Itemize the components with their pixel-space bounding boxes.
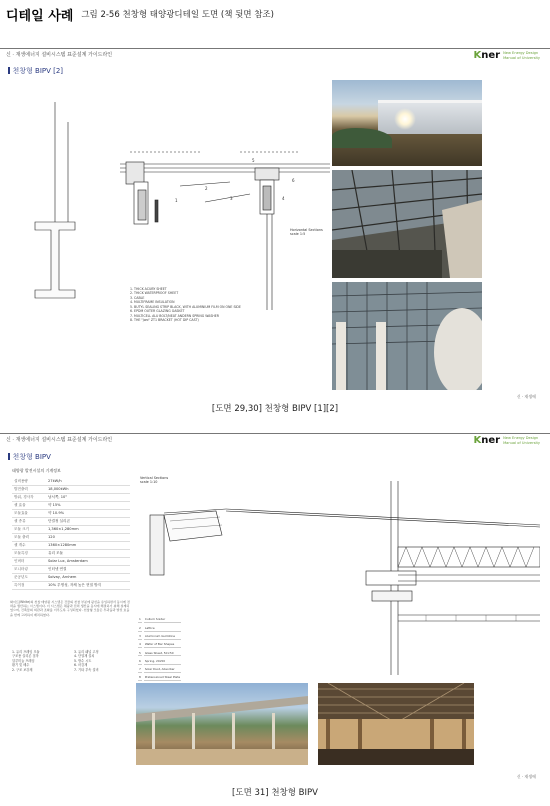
table-cell: Solar Dust, Absorber [144, 667, 181, 673]
bottom-section-label: 신 · 재생에너지 설비시스템 표준설계 가이드라인 [6, 437, 113, 443]
table-row [138, 675, 181, 681]
list-item: 환기 및 배수 [12, 663, 30, 668]
spec-title: 태양광 발전시설의 기계정보 [12, 468, 61, 473]
table-cell: 단결정 실리콘 [46, 518, 130, 526]
table-cell: Spring, 20x50 [144, 658, 181, 664]
top-page-number: 신 · 재생에 [516, 394, 536, 399]
table-cell: Pretensioned Steel Plate [144, 675, 181, 680]
list-item: 6. 마감재 [74, 663, 88, 668]
table-cell: 7 [139, 667, 141, 672]
list-item: 1. THICK ACUBY SHEET [130, 287, 167, 291]
table-row [12, 566, 130, 574]
page-title: 디테일 사례 [6, 8, 74, 24]
table-cell: 남서쪽, 10° [46, 494, 130, 502]
table-cell: Lattice [144, 625, 181, 631]
table-row [12, 526, 130, 534]
table-cell: 셀 개수 [12, 542, 46, 550]
table-cell: 1,360×1,280mm [46, 526, 130, 534]
table-cell: 모듈 출력 [12, 534, 46, 542]
table-row [12, 582, 130, 590]
table-cell: 모듈 크기 [12, 526, 46, 534]
table-cell: 18,000kWh [46, 486, 130, 494]
callout-6: 6 [292, 178, 295, 183]
bottom-heading: 천창형 BIPV [8, 452, 51, 462]
table-cell: Solar Lux, Amsterdam [46, 558, 130, 566]
page-subtitle: 그림 2-56 천창형 태양광디테일 도면 (책 뒷면 참조) [81, 10, 274, 20]
table-cell: 셀 효율 [12, 502, 46, 510]
list-item: 4. MULTIFRAME INSULATION [130, 300, 175, 305]
table-cell: 인버터 [12, 558, 46, 566]
vertical-section-label: Vertical Sections scale 1:10 [140, 476, 169, 485]
table-row [12, 478, 130, 486]
table-cell: 10% 투명성, 자체 높은 현열 방지 [46, 582, 130, 590]
callout-2: 2 [205, 186, 208, 191]
list-item: 2. THICK WATERPROOF SHEET [130, 291, 179, 296]
table-cell: 준공년도 [12, 574, 46, 582]
horizontal-section-label: Horizontal Sections scale 1:5 [290, 228, 323, 237]
table-cell: 8 [139, 675, 141, 680]
callout-1: 1 [175, 198, 178, 203]
table-row [12, 574, 130, 582]
list-item: 3. CABLE [130, 295, 145, 300]
callout-5: 5 [252, 158, 255, 163]
table-row [138, 617, 181, 623]
table-row [12, 558, 130, 566]
list-item: 6. EPDM OUTER GLAZING GASKET [130, 309, 185, 314]
table-cell: 발전출력 [12, 486, 46, 494]
table-row [12, 502, 130, 510]
table-cell: Aluminium Guillotine [144, 634, 181, 640]
table-row [12, 486, 130, 494]
table-cell: 5 [139, 650, 141, 655]
canopy-interior-graphic [318, 683, 474, 765]
table-row [12, 534, 130, 542]
table-row [138, 625, 181, 631]
table-cell: Cullum Snider [144, 617, 181, 623]
table-cell: 2 [139, 625, 141, 630]
bottom-rule [0, 433, 550, 434]
table-cell: 4 [139, 642, 141, 647]
table-cell: 설비용량 [12, 478, 46, 486]
table-row [12, 518, 130, 526]
logo-mark: Kner [473, 50, 501, 61]
list-item: 7. 기타 부속 설비 [74, 667, 99, 672]
table-cell: 방위, 경사각 [12, 494, 46, 502]
table-row [138, 667, 181, 673]
photo-canopy-exterior [136, 683, 308, 765]
logo-tagline: New Energy Design Manual of University [503, 51, 540, 60]
table-row [138, 650, 181, 656]
table-cell: 유리 모듈 [46, 550, 130, 558]
list-item: 구조용 실리콘 접착 [12, 654, 39, 659]
table-row [138, 642, 181, 648]
photo-canopy-interior [318, 683, 474, 765]
list-item: 알루미늄 프레임 [12, 658, 35, 663]
table-row [12, 550, 130, 558]
list-item: 7. MULTICELL ALU BOLT/NEAT ANDERN SPRING WASHER [130, 313, 220, 318]
table-cell: Solvay, Arnhem [46, 574, 130, 582]
table-row [138, 634, 181, 640]
list-item: 1. 유리 프레임 모듈 [12, 650, 40, 654]
legend-table [136, 615, 192, 683]
list-item: 5. 방수 시트 [74, 658, 92, 663]
table-cell: 약 15% [46, 502, 130, 510]
list-item: 5. BUTYL SEALING STRIP BLACK, WITH ALUMINIUM FILM ON ONE SIDE [130, 304, 241, 309]
bottom-caption: [도면 31] 천창형 BIPV [232, 788, 318, 798]
list-item: 4. 단열재 설치 [74, 654, 95, 659]
logo-mark: Kner [473, 435, 501, 446]
table-cell: 모니터링 [12, 566, 46, 574]
table-cell: 3 [139, 633, 141, 638]
callout-3: 3 [230, 196, 233, 201]
notes-left-list [12, 650, 72, 672]
logo-tagline: New Energy Design Manual of University [503, 436, 540, 445]
table-cell: 모듈특징 [12, 550, 46, 558]
table-row [138, 658, 181, 664]
table-cell: 1 [139, 617, 141, 622]
callout-4: 4 [282, 196, 285, 201]
top-heading: 천창형 BIPV [2] [8, 66, 63, 76]
table-cell: 특이점 [12, 582, 46, 590]
list-item: 8. THE "Jwo" ZT1 BRACKET (HOT DIP CAST) [130, 318, 199, 323]
table-row [12, 494, 130, 502]
table-row [12, 510, 130, 518]
bottom-logo [473, 435, 540, 446]
description-paragraph: 화이트(White)의 천창 태양광 시스템은 건물의 천창 부분에 광선을 유입하면서 동시에 전력을 생산하는 시스템이다. 이 시스템은 채광과 전력 생산을 동시에 해결하기 위해 설계되었으며, 건축물의 외관과 조화를 이루도록 구성되었다. 천창형 모듈은 투과율과 발전 효율을 함께 고려하여 배치하였다. [10, 600, 130, 617]
table-cell: Glass Sheet, 50×50 [144, 650, 181, 656]
table-cell: 1360×1280mm [46, 542, 130, 550]
bottom-page-number: 신 · 재생에 [516, 774, 536, 779]
table-cell: 인터넷 연결 [46, 566, 130, 574]
top-section-label: 신 · 재생에너지 설비시스템 표준설계 가이드라인 [6, 52, 113, 58]
table-cell: 모듈효율 [12, 510, 46, 518]
table-cell: 27kW/h [46, 478, 130, 486]
top-caption: [도면 29,30] 천창형 BIPV [1][2] [211, 404, 339, 414]
table-cell: 약 10.9% [46, 510, 130, 518]
list-item: 3. 유리 패널 고정 [74, 650, 99, 654]
table-cell: 120 [46, 534, 130, 542]
spec-table [12, 468, 130, 590]
table-row [12, 542, 130, 550]
vertical-section-drawing [136, 475, 540, 675]
table-cell: 셀 종류 [12, 518, 46, 526]
notes-right-list [74, 650, 134, 672]
table-cell: Wafer of Bar Shapes [144, 642, 181, 648]
table-cell: 6 [139, 658, 141, 663]
list-item: 2. 구조 보강재 [12, 667, 33, 672]
